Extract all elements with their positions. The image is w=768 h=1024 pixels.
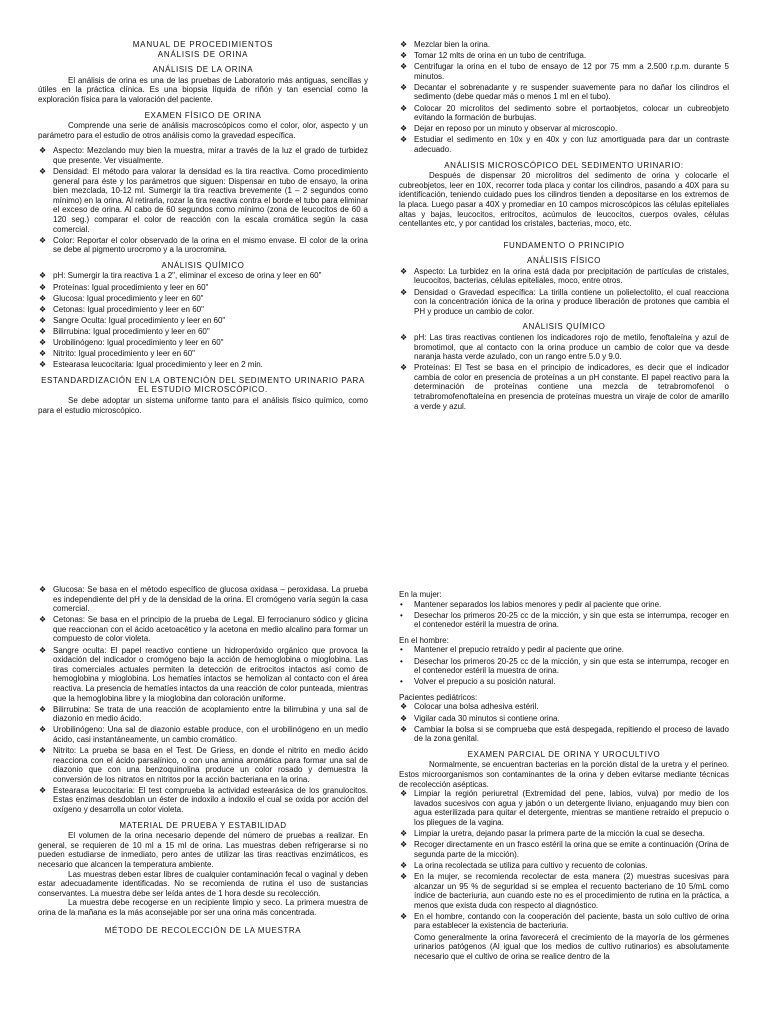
paragraph: Las muestras deben estar libres de cualquier contaminación fecal o vaginal y deben estar adecuadamente identificadas. No se recomienda de rutina el uso de sustancias conservantes. La muestra debe ser leída antes de 1 hora desde su recolección.	[38, 869, 368, 898]
list-item-text: Bilirrubina: Igual procedimiento y leer en 60"	[53, 326, 210, 336]
list-item-text: Mantener separados los labios menores y pedir al paciente que orine.	[414, 599, 662, 609]
list-item	[399, 288, 729, 317]
list-item	[399, 267, 729, 286]
list-item	[38, 327, 368, 337]
list-item-text: Color: Reportar el color observado de la orina en el mismo envase. El color de la orina se debe al pigmento urocromo y a la urocromina.	[53, 235, 368, 255]
list-item	[38, 305, 368, 315]
group-label: En el hombre:	[399, 635, 449, 645]
list-item-text: Recoger directamente en un frasco estéril la orina que se emite a continuación (Orina de segunda parte de la micción).	[414, 840, 729, 859]
list-item-text: Decantar el sobrenadante y re suspender suavemente para no dañar los cilindros el sedimento (debe quedar más o menos 1 ml en el tubo).	[414, 82, 729, 102]
list-item-text: Glucosa: Igual procedimiento y leer en 60"	[53, 293, 204, 303]
manual-subtitle: ANÁLISIS DE ORINA	[157, 49, 249, 59]
list-item	[399, 829, 729, 839]
diamond-bullet-icon: ❖	[39, 746, 47, 755]
round-bullet-icon: •	[400, 610, 403, 620]
bullet-list	[399, 267, 729, 316]
section-heading: EXAMEN PARCIAL DE ORINA Y UROCULTIVO	[467, 749, 661, 759]
list-item	[399, 333, 729, 362]
list-item	[399, 702, 729, 712]
round-bullet-icon: •	[400, 599, 403, 609]
list-item	[38, 786, 368, 815]
round-bullet-icon: •	[400, 677, 403, 687]
list-item-text: Mantener el prepucio retraído y pedir al paciente que orine.	[414, 645, 624, 655]
diamond-bullet-icon: ❖	[39, 271, 47, 281]
list-item-text: Centrifugar la orina en el tubo de ensayo de 12 por 75 mm a 2.500 r.p.m. durante 5 minutos.	[414, 62, 729, 81]
diamond-bullet-icon: ❖	[400, 82, 408, 92]
diamond-bullet-icon: ❖	[39, 349, 47, 359]
list-item-text: Colocar una bolsa adhesiva estéril.	[414, 702, 539, 712]
bullet-list	[399, 645, 729, 686]
list-item-text: En la mujer, se recomienda recolectar de esta manera (2) muestras sucesivas para alcanzar un 95 % de seguridad si se emplea el recuento bacteriano de 10 5/mL como índice de bacteriuria, aun cuando este no es el procedimiento de rutina en la práctica, a menos que exista duda con respecto al diagnóstico.	[414, 871, 729, 910]
list-item	[399, 124, 729, 134]
paragraph: Normalmente, se encuentran bacterias en la porción distal de la uretra y el perineo. Estos microorganismos son contaminantes de la orina y deben evitarse mediante técnicas de recolección asépticas.	[399, 760, 729, 789]
list-item	[399, 725, 729, 744]
diamond-bullet-icon: ❖	[39, 615, 47, 625]
diamond-bullet-icon: ❖	[400, 40, 408, 49]
list-item	[38, 146, 368, 165]
column-bottom-left	[38, 585, 368, 936]
diamond-bullet-icon: ❖	[39, 315, 47, 325]
list-item	[38, 746, 368, 784]
round-bullet-icon: •	[400, 656, 403, 666]
bullet-list	[399, 789, 729, 931]
list-item	[399, 611, 729, 630]
column-top-right	[399, 40, 729, 413]
list-item-text: Dejar en reposo por un minuto y observar al microscopio.	[414, 124, 618, 134]
list-item-text: Volver el prepucio a su posición natural.	[414, 677, 556, 687]
list-item-text: pH: Las tiras reactivas contienen los indicadores rojo de metilo, fenoftaleína y azul de bromotimol, que al contacto con la orina produce un cambio de color que va desde naranja hasta verde azulado, con un rango entre 5.0 y 9.0.	[414, 332, 729, 362]
list-item	[399, 861, 729, 871]
paragraph: Como generalmente la orina favorecerá el crecimiento de la mayoría de los gérmenes urinarios patógenos (Al igual que los medios de cultivo rutinarios) es absolutamente necesario que el cultivo de orina se realice dentro de la	[414, 932, 729, 961]
list-item	[399, 840, 729, 859]
diamond-bullet-icon: ❖	[400, 124, 408, 134]
paragraph: La muestra debe recogerse en un recipiente limpio y seco. La primera muestra de orina de la mañana es la más aconsejable por ser una orina más concentrada.	[38, 898, 368, 917]
bullet-list	[399, 600, 729, 630]
diamond-bullet-icon: ❖	[39, 725, 47, 735]
diamond-bullet-icon: ❖	[400, 911, 408, 921]
list-item-text: Sangre Oculta: Igual procedimiento y leer en 60"	[53, 315, 226, 325]
list-item-text: Cetonas: Se basa en el principio de la prueba de Legal. El ferrocianuro sódico y glicina que reaccionan con el ácido acetoacético y la acetona en medio alcalino para formar un compuesto de color violeta.	[53, 615, 368, 644]
list-item	[38, 360, 368, 370]
list-item	[399, 677, 729, 687]
list-item-text: Limpiar la uretra, dejando pasar la primera parte de la micción la cual se desecha.	[414, 829, 705, 839]
diamond-bullet-icon: ❖	[39, 338, 47, 348]
diamond-bullet-icon: ❖	[400, 51, 408, 61]
diamond-bullet-icon: ❖	[39, 585, 47, 594]
diamond-bullet-icon: ❖	[400, 62, 408, 72]
list-item	[38, 294, 368, 304]
bullet-list	[399, 702, 729, 743]
section-heading: MATERIAL DE PRUEBA Y ESTABILIDAD	[119, 820, 287, 830]
list-item	[38, 167, 368, 234]
list-item	[38, 283, 368, 293]
list-item-text: Tomar 12 mlts de orina en un tubo de centrifuga.	[414, 51, 587, 61]
list-item-text: Desechar los primeros 20-25 cc de la micción, y sin que esta se interrumpa, recoger en el contenedor estéril la muestra de orina.	[414, 610, 729, 630]
list-item-text: Urobilinógeno: Una sal de diazonio estable produce, con el urobilinógeno en un medio ácido, casi instantáneamente, un cambio cromático.	[53, 725, 368, 744]
list-item	[399, 363, 729, 411]
list-item-text: Sangre oculta: El papel reactivo contiene un hidroperóxido orgánico que provoca la oxidación del indicador o cromógeno bajo la acción de hemoglobina o mioglobina. Las tiras comerciales actuales permiten la detección de eritrocitos intactos así como de hemoglobina y mioglobina. Los hematíes intactos se hemolizan al contacto con el área reactiva. La presencia de hematíes intactos da una reacción de color punteada, mientras que la hemoglobina libre y la mioglobina dan coloración uniforme.	[53, 645, 368, 703]
list-item	[38, 338, 368, 348]
diamond-bullet-icon: ❖	[400, 840, 408, 850]
section-heading: FUNDAMENTO O PRINCIPIO	[503, 240, 625, 250]
list-item	[399, 40, 729, 50]
list-item-text: Aspecto: La turbidez en la orina está dada por precipitación de partículas de cristales, leucocitos, bacterias, células epiteliales, moco, entre otros.	[414, 266, 729, 286]
diamond-bullet-icon: ❖	[400, 287, 408, 297]
list-item-text: Urobilinógeno: Igual procedimiento y leer en 60"	[53, 338, 224, 348]
list-item	[38, 585, 368, 614]
group-label: En la mujer:	[399, 590, 442, 599]
list-item	[399, 51, 729, 61]
diamond-bullet-icon: ❖	[400, 829, 408, 839]
diamond-bullet-icon: ❖	[39, 167, 47, 177]
diamond-bullet-icon: ❖	[39, 282, 47, 292]
diamond-bullet-icon: ❖	[400, 363, 408, 373]
diamond-bullet-icon: ❖	[400, 332, 408, 342]
diamond-bullet-icon: ❖	[39, 235, 47, 245]
list-item	[399, 135, 729, 154]
list-item	[399, 872, 729, 910]
list-item	[399, 645, 729, 655]
diamond-bullet-icon: ❖	[39, 360, 47, 370]
diamond-bullet-icon: ❖	[39, 704, 47, 714]
section-heading: EXAMEN FÍSICO DE ORINA	[144, 110, 262, 120]
section-heading: ANÁLISIS QUÍMICO	[522, 322, 606, 332]
section-heading: ANÁLISIS QUÍMICO	[161, 260, 245, 270]
diamond-bullet-icon: ❖	[400, 713, 408, 723]
column-top-left	[38, 40, 368, 415]
list-item-text: Estudiar el sedimento en 10x y en 40x y con luz amortiguada para dar un contraste adecuado.	[414, 135, 729, 154]
list-item	[399, 83, 729, 102]
diamond-bullet-icon: ❖	[400, 860, 408, 870]
list-item-text: Cetonas: Igual procedimiento y leer en 60"	[53, 304, 204, 314]
list-item-text: Nitrito: La prueba se basa en el Test. De Griess, en donde el nitrito en medio ácido reacciona con el ácido parsalínico, o con una amina aromática para formar una sal de diazonio que con una benzoquinolina produce un color rosado y demuestra la conversión de los nitratos en nitritos por la acción bacteriana en la orina.	[53, 746, 368, 784]
list-item	[399, 714, 729, 724]
diamond-bullet-icon: ❖	[400, 103, 408, 113]
list-item-text: Cambiar la bolsa si se comprueba que está despegada, repitiendo el proceso de lavado de la zona genital.	[414, 724, 729, 744]
diamond-bullet-icon: ❖	[39, 326, 47, 336]
list-item-text: Mezclar bien la orina.	[414, 40, 491, 49]
paragraph: El volumen de la orina necesario depende del número de pruebas a realizar. En general, se requieren de 10 ml a 15 ml de orina. Las muestras deben refrigerarse si no pueden estudiarse de inmediato, pero antes de utilizar las tiras reactivas enzimáticos, es necesario que alcancen la temperatura ambiente.	[38, 831, 368, 870]
paragraph: El análisis de orina es una de las pruebas de Laboratorio más antiguas, sencillas y útiles en la práctica clínica. Es una biopsia líquida de riñón y tan esencial como la exploración física para la valoración del paciente.	[38, 75, 368, 104]
list-item-text: La orina recolectada se utiliza para cultivo y recuento de colonias.	[414, 860, 648, 870]
list-item-text: Proteínas: Igual procedimiento y leer en 60"	[53, 282, 209, 292]
list-item-text: Nitrito: Igual procedimiento y leer en 60"	[53, 349, 196, 359]
list-item-text: Estearasa leucocitaria: El test comprueba la actividad estearásica de los granulocitos. Estas enzimas desdoblan un éster de indoxilo a indoxilo el cual se oxida por acción del oxígeno y desarrolla un color violeta.	[53, 785, 368, 815]
paragraph: Comprende una serie de análisis macroscópicos como el color, olor, aspecto y un parámetro para el estudio de otros análisis como la gravedad específica.	[38, 121, 368, 140]
section-heading: ANÁLISIS FÍSICO	[527, 256, 601, 266]
diamond-bullet-icon: ❖	[400, 871, 408, 881]
paragraph: Después de dispensar 20 microlitros del sedimento de orina y colocarle el cubreobjetos, leer en 10X, recorrer toda placa y contar los cilindros, pasando a 40X para su identificación, teniendo cuidado pues los cilindros tienden a depositarse en los extremos de la placa. Luego pasar a 40X y promediar en 10 campos microscópicos las células epiteliales altas y bajas, leucocitos, eritrocitos, acúmulos de leucocitos, cuerpos ovales, células centellantes etc, y por cantidad los cristales, bacterias, moco, etc.	[399, 171, 729, 229]
list-item-text: Densidad o Gravedad específica: La tirilla contiene un polielectolito, el cual reacciona con la concentración iónica de la orina y produce liberación de protones que cambia el PH y produce un cambio de color.	[414, 287, 729, 316]
diamond-bullet-icon: ❖	[400, 702, 408, 712]
list-item	[38, 705, 368, 724]
list-item	[38, 725, 368, 744]
list-item	[38, 236, 368, 255]
list-item	[399, 789, 729, 827]
list-item-text: Desechar los primeros 20-25 cc de la micción, y sin que esta se interrumpa, recoger en el contenedor estéril la muestra de orina.	[414, 656, 729, 676]
list-item	[399, 600, 729, 610]
diamond-bullet-icon: ❖	[39, 304, 47, 314]
section-heading: MÉTODO DE RECOLECCIÓN DE LA MUESTRA	[104, 925, 302, 935]
diamond-bullet-icon: ❖	[39, 146, 47, 156]
list-item-text: En el hombre, contando con la cooperación del paciente, basta un solo cultivo de orina para establecer la existencia de bacteriuria.	[414, 911, 729, 931]
list-item	[399, 912, 729, 931]
section-heading: ANÁLISIS DE LA ORINA	[152, 65, 254, 75]
diamond-bullet-icon: ❖	[400, 135, 408, 145]
diamond-bullet-icon: ❖	[39, 645, 47, 655]
bullet-list	[38, 271, 368, 369]
bullet-list	[399, 333, 729, 411]
group-label: Pacientes pediátricos:	[399, 692, 478, 702]
list-item	[399, 104, 729, 123]
list-item-text: Estearasa leucocitaria: Igual procedimiento y leer en 2 min.	[53, 360, 263, 370]
diamond-bullet-icon: ❖	[39, 293, 47, 303]
list-item-text: Bilirrubina: Se trata de una reacción de acoplamiento entre la bilirrubina y una sal de diazonio en medio ácido.	[53, 704, 368, 724]
column-bottom-right	[399, 590, 729, 961]
list-item-text: Aspecto: Mezclando muy bien la muestra, mirar a través de la luz el grado de turbidez que presente. Ver visualmente.	[53, 146, 368, 165]
list-item	[38, 615, 368, 644]
list-item-text: Densidad: El método para valorar la densidad es la tira reactiva. Como procedimiento general para éste y los parámetros que siguen: Dispensar en tubo de ensayo, la orina bien mezclada, 10-12 ml. Sumergir la tira reactiva brevemente (1 – 2 segundos como mínimo) en la orina. Al retirarla, rozar la tira reactiva contra el borde el tubo para eliminar el exceso de orina. Al cabo de 60 segundos como mínimo (zona de leucocitos de 60 a 120 seg.) comparar el color de reacción con la escala cromática según la casa comercial.	[53, 167, 368, 234]
list-item	[38, 349, 368, 359]
bullet-list	[38, 146, 368, 255]
list-item-text: Glucosa: Se basa en el método específico de glucosa oxidasa – peroxidasa. La prueba es independiente del pH y de la densidad de la orina. El cromógeno varía según la casa comercial.	[53, 585, 368, 614]
bullet-list	[38, 585, 368, 815]
list-item-text: Proteínas: El Test se basa en el principio de indicadores, es decir que el indicador cambia de color en presencia de proteínas a un pH constante. El papel reactivo para la determinación de proteínas contiene una mezcla de tetrabromofenol o tetrabromofenoftaleína en presencia de proteínas muestra un viraje de color de amarillo a verde y azul.	[414, 363, 729, 411]
list-item	[399, 62, 729, 81]
diamond-bullet-icon: ❖	[39, 785, 47, 795]
section-heading: ESTANDARDIZACIÓN EN LA OBTENCIÓN DEL SEDIMENTO URINARIO PARA EL ESTUDIO MICROSCÓPICO.	[41, 375, 365, 395]
manual-title: MANUAL DE PROCEDIMIENTOS	[132, 40, 274, 49]
diamond-bullet-icon: ❖	[400, 266, 408, 276]
list-item-text: Limpiar la región periuretral (Extremidad del pene, labios, vulva) por medio de los lavados sucesivos con agua y jabón o un detergente liviano, enjuagando muy bien con agua esterilizada para quitar el detergente, mientras se mantiene retraído el prepucio o los pliegues de la vagina.	[414, 789, 729, 827]
list-item	[38, 316, 368, 326]
diamond-bullet-icon: ❖	[400, 724, 408, 734]
list-item	[399, 657, 729, 676]
round-bullet-icon: •	[400, 645, 403, 655]
list-item-text: Colocar 20 microlitos del sedimento sobre el portaobjetos, colocar un cubreobjeto evitando la formación de burbujas.	[414, 103, 729, 123]
bullet-list	[399, 40, 729, 155]
section-heading: ANÁLISIS MICROSCÓPICO DEL SEDIMENTO URINARIO:	[444, 160, 684, 170]
list-item-text: pH: Sumergir la tira reactiva 1 a 2", eliminar el exceso de orina y leer en 60"	[53, 271, 322, 281]
list-item	[38, 271, 368, 281]
list-item	[38, 646, 368, 704]
diamond-bullet-icon: ❖	[400, 789, 408, 799]
list-item-text: Vigilar cada 30 minutos si contiene orina.	[414, 713, 560, 723]
paragraph: Se debe adoptar un sistema uniforme tanto para el análisis físico químico, como para el estudio microscópico.	[38, 396, 368, 415]
